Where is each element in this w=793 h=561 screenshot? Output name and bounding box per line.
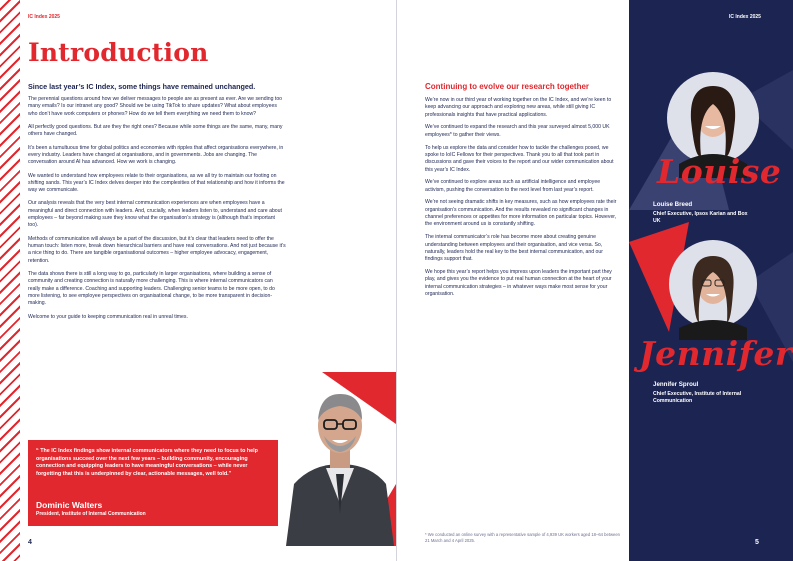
- section-heading: Continuing to evolve our research together: [425, 82, 590, 91]
- page-number-left: 4: [28, 539, 32, 546]
- script-name-jennifer: Jennifer: [639, 334, 793, 373]
- footnote: * We conducted an online survey with a representative sample of 4,939 UK workers aged 18–64 between 21 March and 4 April 2025.: [425, 532, 620, 543]
- paragraph: We hope this year’s report helps you impress upon leaders the important part they play, and gives you the evidence to put real human connection at the heart of your internal communication strategies – in whatever ways make most sense for your organisation.: [425, 268, 612, 297]
- paragraph: The perennial questions around how we deliver messages to people are as present as ever. Are we sending too many emails? Is our intranet any good? Should we be using TikTok to share updates? What about employees who don’t have work computers or phones? How do we tell them everything we need them to know?: [28, 96, 283, 117]
- left-page: [0, 0, 396, 561]
- lead-sentence: Since last year’s IC Index, some things have remained unchanged.: [28, 82, 256, 91]
- paragraph: We’ve continued to explore areas such as artificial intelligence and employee activism, pushing the conversation to the next level from last year’s report.: [425, 179, 601, 193]
- paragraph: We’re not seeing dramatic shifts in key measures, such as how employees rate their organisation’s communication. And the results revealed no significant changes in channel preferences or appetites for more information on particular topics. However, the environment around us is constantly shifting.: [425, 199, 617, 228]
- paragraph: The internal communicator’s role has become more about creating genuine understanding between employees and their organisation, and vice versa. So, naturally, leaders hold the real key to the best internal communication, and our findings support that.: [425, 234, 603, 263]
- quote-author-name: Dominic Walters: [36, 500, 103, 510]
- paragraph: It’s been a tumultuous time for global politics and economies with ripples that affect organisations everywhere, in every industry. Leaders have changed at organisations, and in governments. Jobs are changing. The conversation around AI has advanced. How we work is changing.: [28, 144, 284, 166]
- paragraph: Welcome to your guide to keeping communication real in unreal times.: [28, 313, 188, 320]
- script-name-louise: Louise: [657, 152, 782, 191]
- body-column-left: [28, 96, 286, 327]
- person-role-louise: Chief Executive, Ipsos Karian and Box UK: [653, 211, 748, 225]
- diagonal-stripes-decoration: [0, 0, 20, 561]
- body-column-right: [425, 97, 621, 304]
- page-title: Introduction: [28, 38, 209, 67]
- paragraph: We wanted to understand how employees relate to their organisations, as we all try to maintain our footing on shifting sands. This year’s IC Index delves deeper into the complexities of that relationship and how it informs the way we communicate.: [28, 172, 285, 194]
- author-sidebar: [629, 0, 793, 561]
- paragraph: Methods of communication will always be a part of the discussion, but it’s clear that leaders need to offer the human touch: listen more, break down hierarchical barriers and have real conversations. And not just because it’s a nice thing to do. There are tangible organisational outcomes – higher employee advocacy, engagement, retention.: [28, 235, 286, 264]
- paragraph: The data shows there is still a long way to go, particularly in larger organisations, where building a sense of community and creating connection is naturally more challenging. This is where internal communicators can really make a difference. Coaching and supporting leaders. Challenging senior teams to be more open, to do more listening, to see employee perspectives on organisational change, to be more transparent in decision-making.: [28, 270, 275, 307]
- header-tag-left: IC Index 2025: [28, 14, 60, 20]
- person-role-jennifer: Chief Executive, Institute of Internal Communication: [653, 391, 742, 405]
- paragraph: Our analysis reveals that the very best internal communication experiences are when employees have a meaningful and direct connection with leaders. And, crucially, when leaders listen to, understand and care about employees – far beyond making sure they know what the organisation’s strategy is (although that’s important too).: [28, 200, 282, 229]
- person-name-jennifer: Jennifer Sproul: [653, 381, 699, 388]
- paragraph: All perfectly good questions. But are they the right ones? Because while some things are the same, many, many others have changed.: [28, 123, 283, 138]
- paragraph: We’ve continued to expand the research and this year surveyed almost 5,000 UK employees* to gather their views.: [425, 124, 610, 138]
- person-name-louise: Louise Breed: [653, 201, 693, 208]
- quote-text: “ The IC Index findings show internal communicators where they need to focus to help organisations succeed over the next few years – building community, encouraging connection and equipping leaders to have meaningful conversations – while never forgetting that this is underpinned by clear, actionable messages, well told.”: [36, 448, 258, 478]
- right-page: [397, 0, 793, 561]
- paragraph: To help us explore the data and consider how to tackle the challenges posed, we spoke to IoIC Fellows for their perspectives. Thank you to all that took part in discussions and gave their voices to the report and our wider communication about this year’s IC Index.: [425, 144, 614, 173]
- paragraph: We’re now in our third year of working together on the IC Index, and we’re keen to keep advancing our approach and exploring new areas, while still giving IC professionals insights that have practical applications.: [425, 97, 612, 118]
- page-number-right: 5: [755, 539, 759, 546]
- quote-author-role: President, Institute of Internal Communication: [36, 511, 146, 517]
- header-tag-right: IC Index 2025: [729, 14, 761, 20]
- dominic-walters-photo: [282, 364, 396, 546]
